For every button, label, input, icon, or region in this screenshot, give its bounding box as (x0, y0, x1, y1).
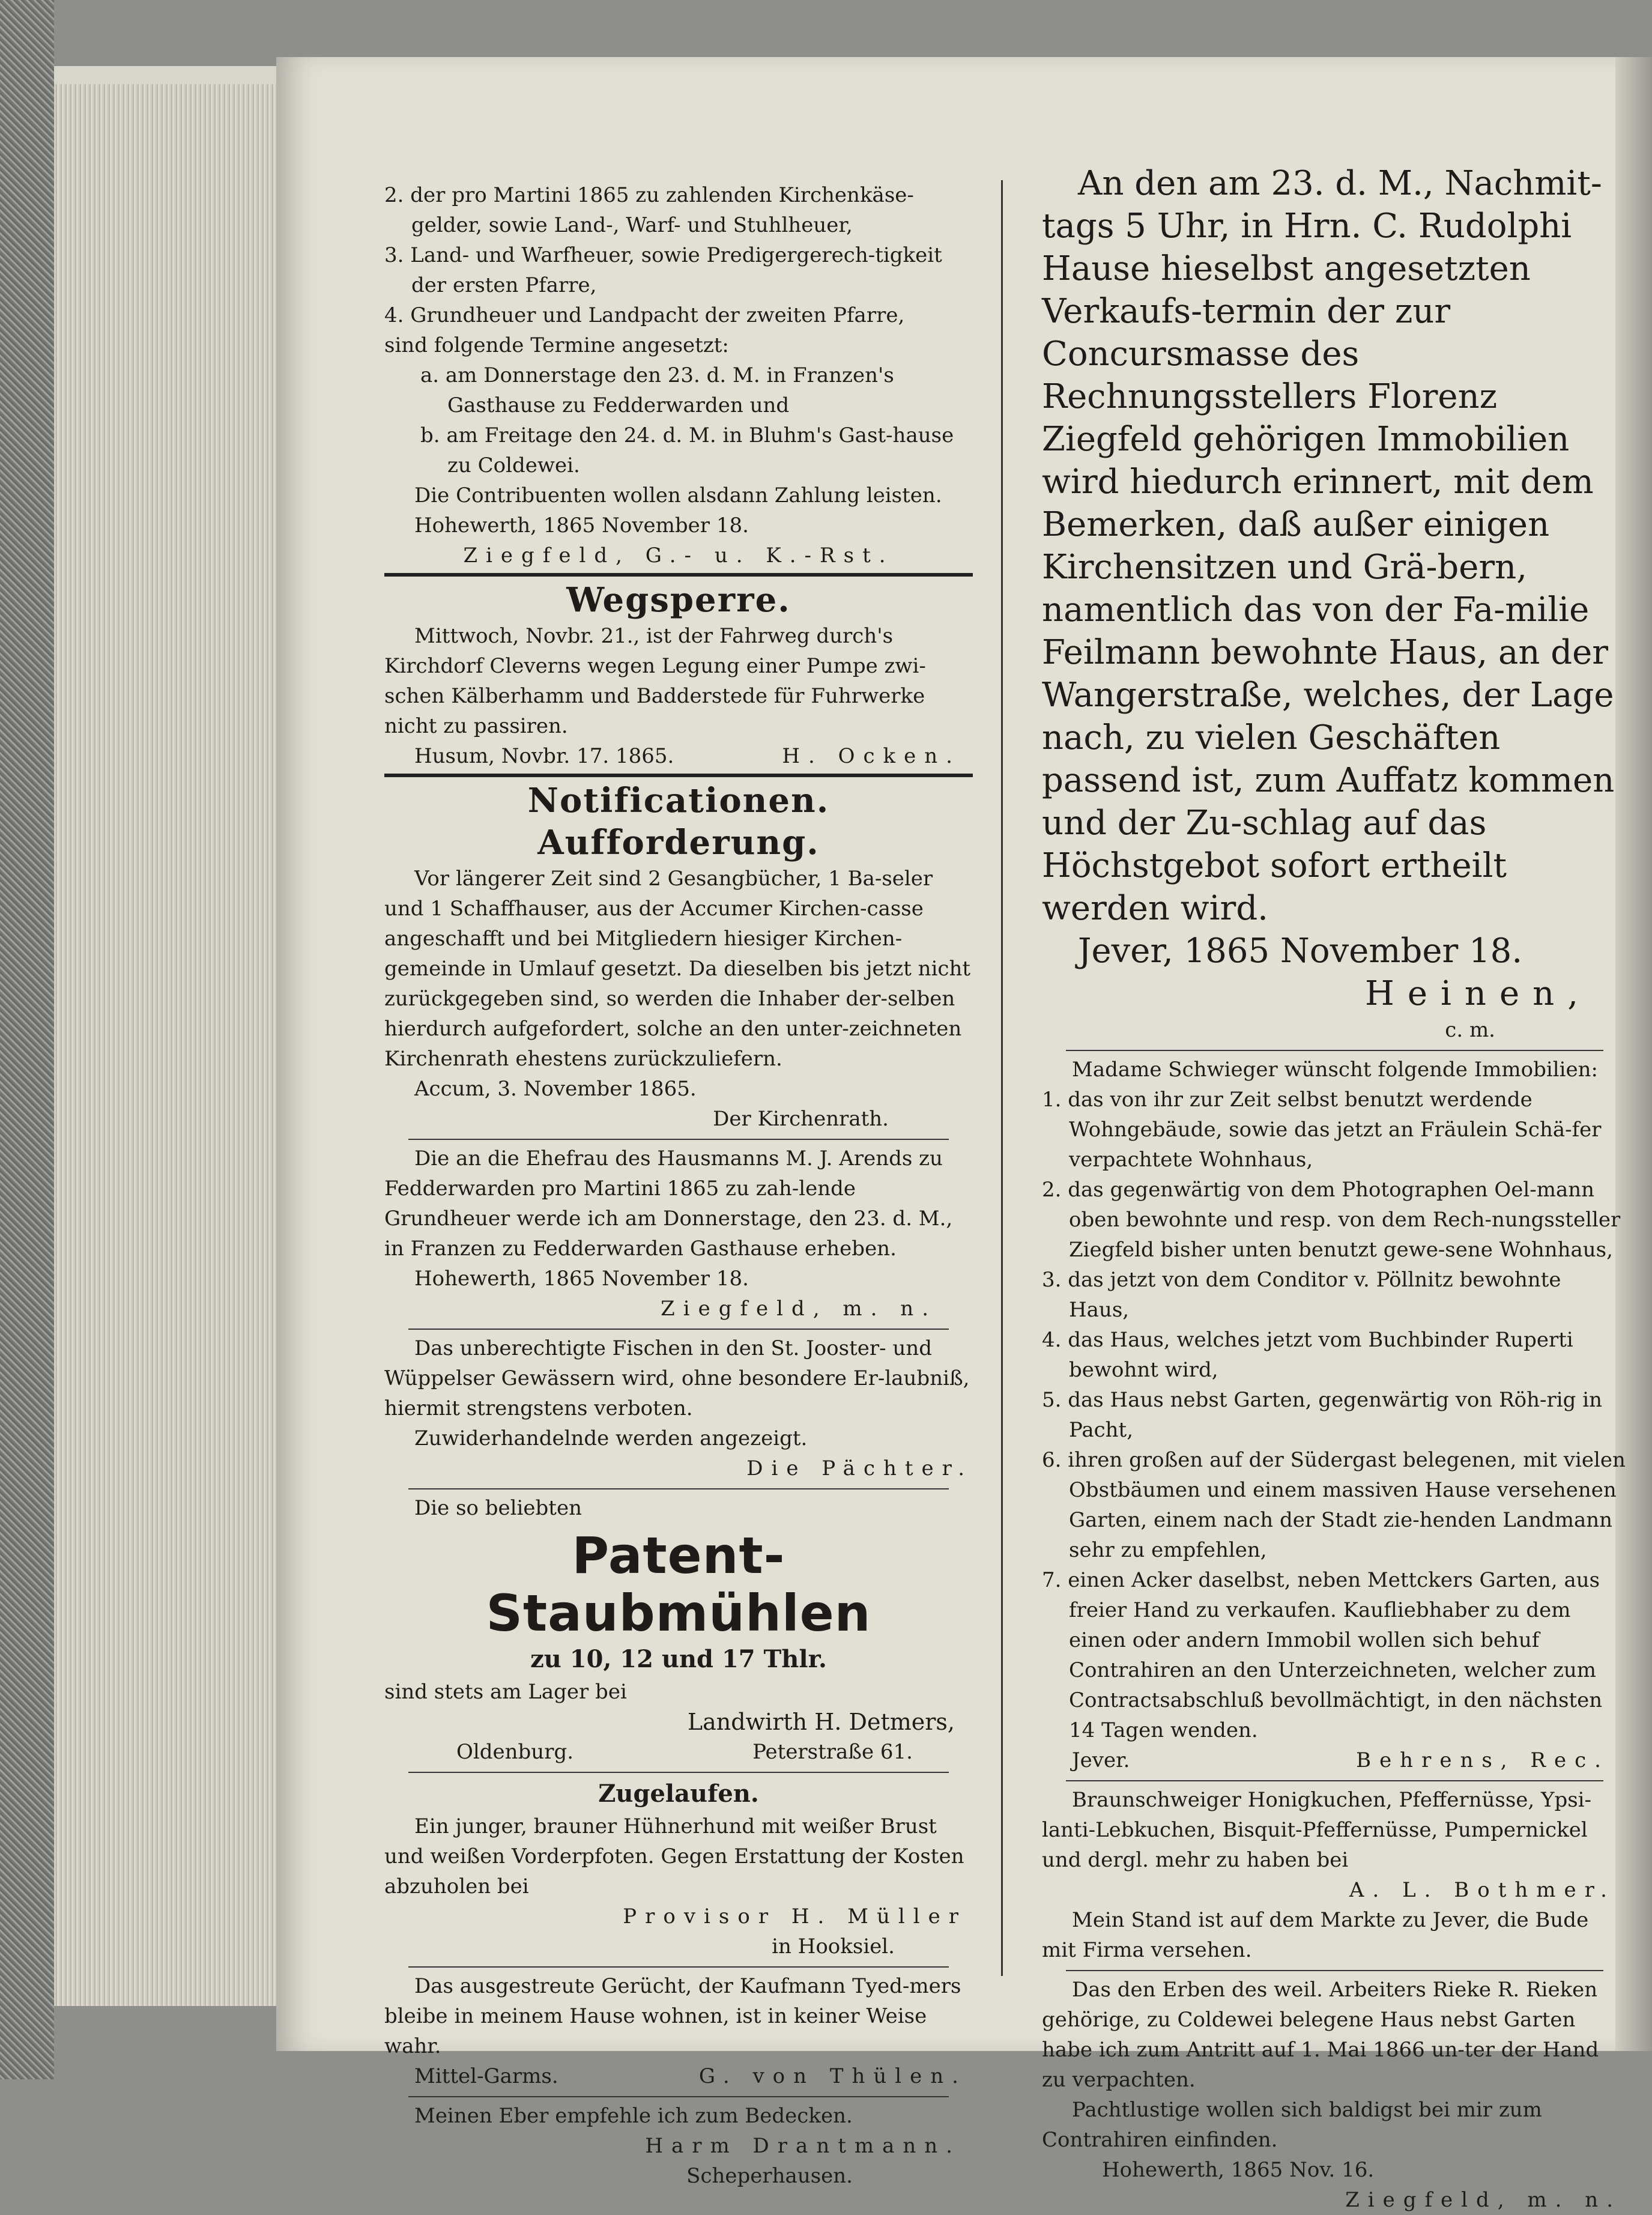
schwieger-item-2: 2. das gegenwärtig von dem Photographen Oel-mann oben bewohnte und resp. von dem Rech-nungssteller Ziegfeld bisher unten benutzt gewe-sene Wohnhaus, (1042, 1178, 1621, 1262)
fischen-signature: Die Pächter. (746, 1456, 973, 1480)
ad-separator (1066, 1050, 1603, 1051)
aufforderung-heading: Aufforderung. (537, 823, 820, 862)
ad-separator (408, 2096, 949, 2097)
date-hohewerth-1: Hohewerth, 1865 November 18. (414, 514, 749, 538)
wegsperre-signature: H. Ocken. (782, 744, 961, 768)
concurs-date: Jever, 1865 November 18. (1078, 932, 1523, 971)
kirchen-item-3: 3. Land- und Warfheuer, sowie Predigergerech-tigkeit der ersten Pfarre, (384, 243, 942, 297)
schwieger-place: Jever. (1072, 1748, 1130, 1772)
concurs-text: An den am 23. d. M., Nachmit-tags 5 Uhr, in Hrn. C. Rudolphi Hause hieselbst angesetzten Verkaufs-termin der zur Concursmasse des Rechnungsstellers Florenz Ziegfeld gehörigen Immobilien wird hiedurch erinnert, mit dem Bemerken, daß außer einigen Kirchensitzen und Grä-bern, namentlich das von der Fa-milie Feilmann bewohnte Haus, an der Wangerstraße, welches, der Lage nach, zu vielen Geschäften passend ist, zum Auffatz kommen und der Zu-schlag auf das Höchstgebot sofort ertheilt werden wird. (1042, 164, 1615, 928)
ad-separator (408, 1966, 949, 1968)
aufforderung-text: Vor längerer Zeit sind 2 Gesangbücher, 1 Ba-seler und 1 Schaffhauser, aus der Accumer Kirchen-casse angeschafft und bei Mitgliedern hiesiger Kirchen-gemeinde in Umlauf gesetzt. Da dieselben bis jetzt nicht zurückgegeben sind, so werden die Inhaber der-selben hierdurch aufgefordert, solche an den unter-zeichneten Kirchenrath ehestens zurückzuliefern. (384, 867, 971, 1071)
termine-intro: sind folgende Termine angesetzt: (384, 333, 729, 357)
schwieger-item-6: 6. ihren großen auf der Südergast belegenen, mit vielen Obstbäumen und einem massiven Hause versehenen Garten, einem nach der Stadt zie-henden Landmann sehr zu empfehlen, (1042, 1448, 1626, 1562)
eber-text: Meinen Eber empfehle ich zum Bedecken. (414, 2104, 853, 2128)
left-column (384, 180, 973, 2191)
rieke-text-2: Pachtlustige wollen sich baldigst bei mir zum Contrahiren einfinden. (1042, 2098, 1542, 2152)
ad-separator (1066, 1970, 1603, 1971)
rieke-text: Das den Erben des weil. Arbeiters Rieke R. Rieken gehörige, zu Coldewei belegene Haus nebst Garten habe ich zum Antritt auf 1. Mai 1866 un-ter der Hand zu verpachten. (1042, 1978, 1599, 2092)
schwieger-item-5: 5. das Haus nebst Garten, gegenwärtig von Röh-rig in Pacht, (1042, 1388, 1603, 1442)
patent-price: zu 10, 12 und 17 Thlr. (530, 1645, 827, 1673)
honig-text: Braunschweiger Honigkuchen, Pfeffernüsse, Ypsi-lanti-Lebkuchen, Bisquit-Pfeffernüsse, Pumpernickel und dergl. mehr zu haben bei (1042, 1788, 1592, 1872)
honig-text-2: Mein Stand ist auf dem Markte zu Jever, die Bude mit Firma versehen. (1042, 1908, 1589, 1962)
arends-text: Die an die Ehefrau des Hausmanns M. J. Arends zu Fedderwarden pro Martini 1865 zu zah-lende Grundheuer werde ich am Donnerstage, den 23. d. M., in Franzen zu Fedderwarden Gasthause erheben. (384, 1147, 953, 1261)
arends-date: Hohewerth, 1865 November 18. (414, 1267, 749, 1291)
wegsperre-place: Husum, Novbr. 17. 1865. (414, 744, 674, 768)
termin-a: a. am Donnerstage den 23. d. M. in Franzen's Gasthause zu Fedderwarden und (420, 363, 894, 417)
column-divider (1001, 180, 1003, 1976)
ad-separator (408, 1329, 949, 1330)
aufforderung-signature: Der Kirchenrath. (713, 1107, 889, 1131)
contribuenten-text: Die Contribuenten wollen alsdann Zahlung leisten. (414, 483, 942, 508)
kirchen-item-4: 4. Grundheuer und Landpacht der zweiten Pfarre, (384, 303, 905, 327)
wegsperre-heading: Wegsperre. (566, 580, 791, 620)
schwieger-item-7: 7. einen Acker daselbst, neben Mettckers Garten, aus freier Hand zu verkaufen. Kaufliebhaber zu dem einen oder andern Immobil wollen sich behuf Contrahiren an den Unterzeichneten, welcher zum Contractsabschluß bevollmächtigt, in den nächsten 14 Tagen wenden. (1042, 1568, 1603, 1742)
arends-signature: Ziegfeld, m. n. (661, 1297, 937, 1321)
notificationen-heading: Notificationen. (527, 781, 830, 820)
aufforderung-place: Accum, 3. November 1865. (414, 1077, 697, 1101)
kirchen-item-2: 2. der pro Martini 1865 zu zahlenden Kirchenkäse-gelder, sowie Land-, Warf- und Stuhlheuer, (384, 183, 914, 237)
wegsperre-text: Mittwoch, Novbr. 21., ist der Fahrweg durch's Kirchdorf Cleverns wegen Legung einer Pumpe zwi-schen Kälberhamm und Badderstede für Fuhrwerke nicht zu passiren. (384, 624, 926, 738)
schwieger-item-3: 3. das jetzt von dem Conditor v. Pöllnitz bewohnte Haus, (1042, 1268, 1561, 1322)
signature-ziegfeld-1: Ziegfeld, G.- u. K.-Rst. (463, 544, 894, 568)
termin-b: b. am Freitage den 24. d. M. in Bluhm's Gast-hause zu Coldewei. (420, 423, 954, 477)
geruecht-place: Mittel-Garms. (414, 2064, 558, 2088)
ad-separator (408, 1139, 949, 1140)
zugelaufen-place: in Hooksiel. (772, 1935, 895, 1959)
schwieger-signature: Behrens, Rec. (1356, 1748, 1609, 1772)
eber-signature: Harm Drantmann. (645, 2134, 961, 2158)
right-column (1042, 162, 1627, 2215)
patent-staubmuehlen-heading: Patent-Staubmühlen (486, 1526, 871, 1643)
page-stack (54, 66, 282, 2006)
patent-seller: Landwirth H. Detmers, (687, 1709, 955, 1735)
section-rule (384, 774, 973, 777)
rieke-date: Hohewerth, 1865 Nov. 16. (1102, 2158, 1375, 2182)
concurs-signature: Heinen, (1365, 974, 1591, 1013)
zugelaufen-text: Ein junger, brauner Hühnerhund mit weißer Brust und weißen Vorderpfoten. Gegen Erstattung der Kosten abzuholen bei (384, 1814, 964, 1898)
patent-street: Peterstraße 61. (752, 1740, 913, 1764)
patent-stock: sind stets am Lager bei (384, 1680, 627, 1704)
ad-separator (1066, 1780, 1603, 1781)
schwieger-item-1: 1. das von ihr zur Zeit selbst benutzt werdende Wohngebäude, sowie das jetzt an Fräulein Schä-fer verpachtete Wohnhaus, (1042, 1088, 1602, 1172)
ad-separator (408, 1772, 949, 1773)
ad-separator (408, 1488, 949, 1489)
book-edge (0, 0, 54, 2079)
section-rule (384, 573, 973, 577)
patent-intro: Die so beliebten (414, 1496, 582, 1520)
eber-place: Scheperhausen. (686, 2164, 853, 2188)
geruecht-text: Das ausgestreute Gerücht, der Kaufmann Tyed-mers bleibe in meinem Hause wohnen, ist in keiner Weise wahr. (384, 1974, 961, 2058)
geruecht-signature: G. von Thülen. (698, 2064, 967, 2088)
schwieger-intro: Madame Schwieger wünscht folgende Immobilien: (1072, 1058, 1598, 1082)
rieke-signature: Ziegfeld, m. n. (1345, 2188, 1621, 2212)
fischen-text: Das unberechtigte Fischen in den St. Jooster- und Wüppelser Gewässern wird, ohne besondere Er-laubniß, hiermit strengstens verboten. (384, 1336, 970, 1420)
honig-signature: A. L. Bothmer. (1349, 1878, 1615, 1902)
zugelaufen-heading: Zugelaufen. (598, 1780, 759, 1808)
fischen-text-2: Zuwiderhandelnde werden angezeigt. (414, 1426, 808, 1450)
schwieger-item-4: 4. das Haus, welches jetzt vom Buchbinder Ruperti bewohnt wird, (1042, 1328, 1573, 1382)
patent-city: Oldenburg. (456, 1740, 574, 1764)
concurs-signature-cm: c. m. (1445, 1018, 1495, 1042)
zugelaufen-signature: Provisor H. Müller (623, 1904, 967, 1929)
